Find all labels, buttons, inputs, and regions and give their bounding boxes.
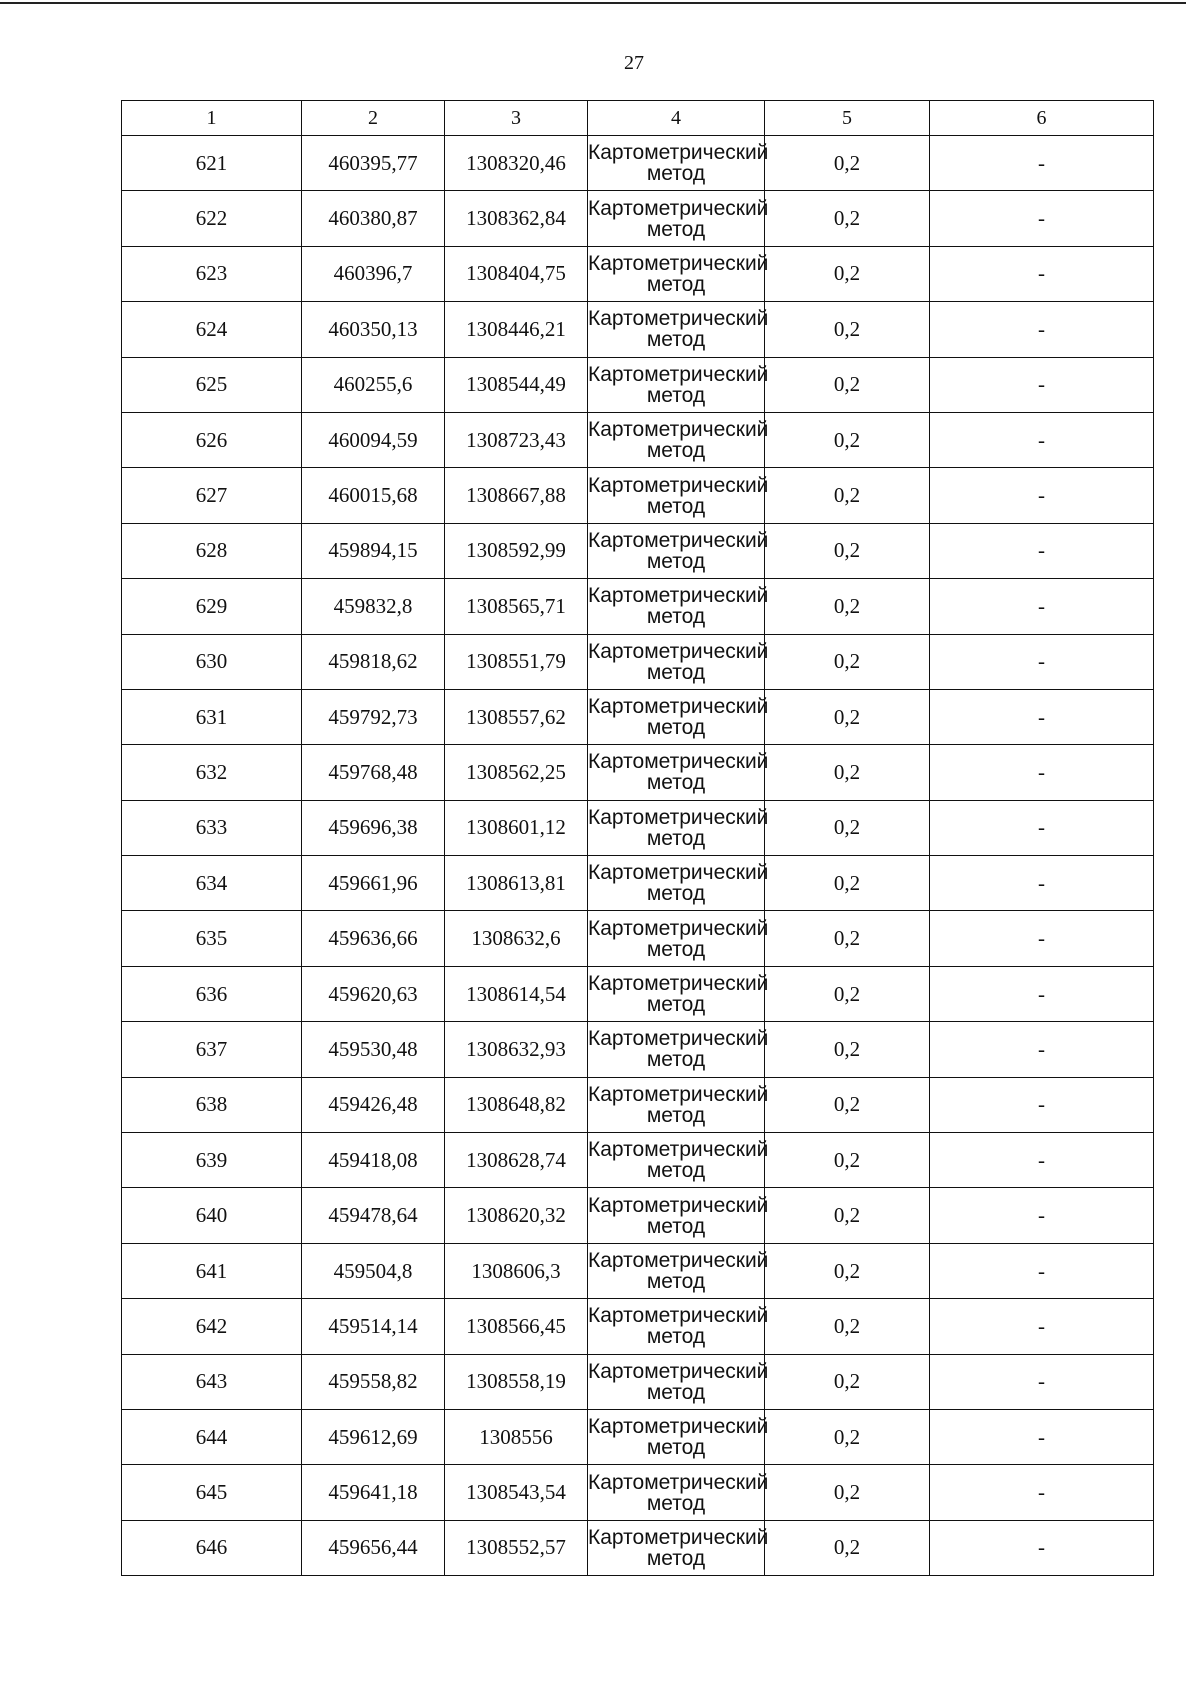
point-number-cell: 641 [122, 1243, 302, 1298]
note-cell: - [930, 246, 1154, 301]
y-coordinate-cell: 1308566,45 [445, 1299, 588, 1354]
method-line-2: метод [646, 882, 706, 906]
accuracy-cell: 0,2 [765, 689, 930, 744]
accuracy-cell: 0,2 [765, 745, 930, 800]
method-cell [588, 246, 769, 301]
method-line-1: Картометрический [588, 1138, 769, 1162]
method-line-1: Картометрический [588, 1082, 769, 1106]
y-coordinate-cell: 1308628,74 [445, 1133, 588, 1188]
note-cell: - [930, 966, 1154, 1021]
method-line-2: метод [646, 1048, 706, 1072]
point-number-cell: 643 [122, 1354, 302, 1409]
method-line-2: метод [646, 605, 706, 629]
method-line-2: метод [646, 771, 706, 795]
y-coordinate-cell: 1308620,32 [445, 1188, 588, 1243]
point-number-cell: 638 [122, 1077, 302, 1132]
accuracy-cell: 0,2 [765, 966, 930, 1021]
method-line-2: метод [646, 1380, 706, 1404]
note-cell: - [930, 1299, 1154, 1354]
note-cell: - [930, 302, 1154, 357]
point-number-cell: 645 [122, 1465, 302, 1520]
method-cell [588, 1243, 769, 1298]
x-coordinate-cell: 459661,96 [302, 856, 445, 911]
table-row [122, 468, 1154, 523]
method-cell [588, 412, 769, 467]
x-coordinate-cell: 459894,15 [302, 523, 445, 578]
method-line-1: Картометрический [588, 639, 769, 663]
y-coordinate-cell: 1308562,25 [445, 745, 588, 800]
accuracy-cell: 0,2 [765, 634, 930, 689]
method-line-1: Картометрический [588, 1359, 769, 1383]
note-cell: - [930, 1520, 1154, 1575]
table-row [122, 1022, 1154, 1077]
point-number-cell: 628 [122, 523, 302, 578]
note-cell: - [930, 1077, 1154, 1132]
method-cell [588, 468, 769, 523]
method-line-1: Картометрический [588, 805, 769, 829]
method-line-1: Картометрический [588, 1193, 769, 1217]
column-header-2: 2 [302, 101, 445, 136]
note-cell: - [930, 412, 1154, 467]
point-number-cell: 646 [122, 1520, 302, 1575]
method-cell [588, 689, 769, 744]
method-line-1: Картометрический [588, 750, 769, 774]
x-coordinate-cell: 459504,8 [302, 1243, 445, 1298]
accuracy-cell: 0,2 [765, 1077, 930, 1132]
y-coordinate-cell: 1308551,79 [445, 634, 588, 689]
method-line-1: Картометрический [588, 473, 769, 497]
method-line-1: Картометрический [588, 1304, 769, 1328]
accuracy-cell: 0,2 [765, 579, 930, 634]
method-line-2: метод [646, 549, 706, 573]
y-coordinate-cell: 1308606,3 [445, 1243, 588, 1298]
method-line-2: метод [646, 1214, 706, 1238]
method-cell [588, 1133, 769, 1188]
table-row [122, 689, 1154, 744]
method-cell [588, 357, 769, 412]
y-coordinate-cell: 1308667,88 [445, 468, 588, 523]
x-coordinate-cell: 459426,48 [302, 1077, 445, 1132]
method-line-1: Картометрический [588, 916, 769, 940]
x-coordinate-cell: 459792,73 [302, 689, 445, 744]
method-cell [588, 966, 769, 1021]
accuracy-cell: 0,2 [765, 856, 930, 911]
point-number-cell: 626 [122, 412, 302, 467]
table-row [122, 800, 1154, 855]
note-cell: - [930, 1465, 1154, 1520]
method-cell [588, 579, 769, 634]
method-line-2: метод [646, 383, 706, 407]
method-cell [588, 745, 769, 800]
accuracy-cell: 0,2 [765, 1022, 930, 1077]
method-cell [588, 634, 769, 689]
accuracy-cell: 0,2 [765, 302, 930, 357]
method-cell [588, 1022, 769, 1077]
method-cell [588, 302, 769, 357]
x-coordinate-cell: 459636,66 [302, 911, 445, 966]
accuracy-cell: 0,2 [765, 911, 930, 966]
page-number: 27 [624, 52, 644, 74]
point-number-cell: 634 [122, 856, 302, 911]
note-cell: - [930, 1243, 1154, 1298]
table-row [122, 579, 1154, 634]
x-coordinate-cell: 459514,14 [302, 1299, 445, 1354]
y-coordinate-cell: 1308404,75 [445, 246, 588, 301]
method-line-1: Картометрический [588, 418, 769, 442]
method-cell [588, 911, 769, 966]
method-cell [588, 1299, 769, 1354]
method-line-1: Картометрический [588, 251, 769, 275]
column-header-5: 5 [765, 101, 930, 136]
method-line-2: метод [646, 1491, 706, 1515]
method-line-1: Картометрический [588, 141, 769, 165]
table-row [122, 1520, 1154, 1575]
table-row [122, 1354, 1154, 1409]
y-coordinate-cell: 1308592,99 [445, 523, 588, 578]
accuracy-cell: 0,2 [765, 1354, 930, 1409]
method-line-2: метод [646, 660, 706, 684]
x-coordinate-cell: 459418,08 [302, 1133, 445, 1188]
method-cell [588, 800, 769, 855]
point-number-cell: 632 [122, 745, 302, 800]
accuracy-cell: 0,2 [765, 800, 930, 855]
point-number-cell: 639 [122, 1133, 302, 1188]
y-coordinate-cell: 1308601,12 [445, 800, 588, 855]
note-cell: - [930, 468, 1154, 523]
note-cell: - [930, 191, 1154, 246]
table-row [122, 966, 1154, 1021]
method-cell [588, 1409, 769, 1464]
point-number-cell: 627 [122, 468, 302, 523]
x-coordinate-cell: 459641,18 [302, 1465, 445, 1520]
point-number-cell: 637 [122, 1022, 302, 1077]
note-cell: - [930, 745, 1154, 800]
accuracy-cell: 0,2 [765, 412, 930, 467]
method-line-2: метод [646, 1270, 706, 1293]
method-line-2: метод [646, 494, 706, 518]
method-line-1: Картометрический [588, 584, 769, 608]
point-number-cell: 623 [122, 246, 302, 301]
accuracy-cell: 0,2 [765, 1188, 930, 1243]
note-cell: - [930, 523, 1154, 578]
method-line-1: Картометрический [588, 1415, 769, 1439]
method-line-2: метод [646, 937, 706, 961]
column-header-1: 1 [122, 101, 302, 136]
note-cell: - [930, 136, 1154, 191]
table-row [122, 1133, 1154, 1188]
table-row [122, 1299, 1154, 1354]
method-line-1: Картометрический [588, 196, 769, 220]
method-line-1: Картометрический [588, 861, 769, 885]
point-number-cell: 644 [122, 1409, 302, 1464]
note-cell: - [930, 1188, 1154, 1243]
accuracy-cell: 0,2 [765, 468, 930, 523]
y-coordinate-cell: 1308565,71 [445, 579, 588, 634]
point-number-cell: 621 [122, 136, 302, 191]
method-line-2: метод [646, 1103, 706, 1127]
point-number-cell: 629 [122, 579, 302, 634]
note-cell: - [930, 1354, 1154, 1409]
method-line-1: Картометрический [588, 972, 769, 996]
x-coordinate-cell: 460255,6 [302, 357, 445, 412]
y-coordinate-cell: 1308558,19 [445, 1354, 588, 1409]
method-line-2: метод [646, 162, 706, 186]
y-coordinate-cell: 1308320,46 [445, 136, 588, 191]
point-number-cell: 631 [122, 689, 302, 744]
x-coordinate-cell: 459612,69 [302, 1409, 445, 1464]
table-row [122, 246, 1154, 301]
method-line-2: метод [646, 1159, 706, 1183]
note-cell: - [930, 1133, 1154, 1188]
point-number-cell: 633 [122, 800, 302, 855]
method-line-2: метод [646, 1546, 706, 1570]
x-coordinate-cell: 459478,64 [302, 1188, 445, 1243]
method-line-1: Картометрический [588, 1470, 769, 1494]
x-coordinate-cell: 459620,63 [302, 966, 445, 1021]
y-coordinate-cell: 1308556 [445, 1409, 588, 1464]
x-coordinate-cell: 459558,82 [302, 1354, 445, 1409]
y-coordinate-cell: 1308362,84 [445, 191, 588, 246]
table-row [122, 1409, 1154, 1464]
method-cell [588, 1520, 769, 1575]
column-header-4: 4 [588, 101, 765, 136]
header-row [122, 101, 1154, 136]
method-cell [588, 1354, 769, 1409]
point-number-cell: 635 [122, 911, 302, 966]
method-cell [588, 1465, 769, 1520]
y-coordinate-cell: 1308613,81 [445, 856, 588, 911]
coordinates-table [121, 100, 1154, 1576]
method-line-2: метод [646, 1325, 706, 1349]
y-coordinate-cell: 1308446,21 [445, 302, 588, 357]
y-coordinate-cell: 1308632,93 [445, 1022, 588, 1077]
method-line-2: метод [646, 328, 706, 352]
method-line-1: Картометрический [588, 528, 769, 552]
x-coordinate-cell: 460350,13 [302, 302, 445, 357]
x-coordinate-cell: 460396,7 [302, 246, 445, 301]
method-line-1: Картометрический [588, 362, 769, 386]
y-coordinate-cell: 1308648,82 [445, 1077, 588, 1132]
point-number-cell: 642 [122, 1299, 302, 1354]
table-row [122, 412, 1154, 467]
x-coordinate-cell: 460094,59 [302, 412, 445, 467]
method-line-2: метод [646, 272, 706, 296]
y-coordinate-cell: 1308632,6 [445, 911, 588, 966]
y-coordinate-cell: 1308543,54 [445, 1465, 588, 1520]
y-coordinate-cell: 1308723,43 [445, 412, 588, 467]
table-row [122, 911, 1154, 966]
x-coordinate-cell: 459832,8 [302, 579, 445, 634]
accuracy-cell: 0,2 [765, 246, 930, 301]
y-coordinate-cell: 1308557,62 [445, 689, 588, 744]
accuracy-cell: 0,2 [765, 1465, 930, 1520]
table-row [122, 634, 1154, 689]
x-coordinate-cell: 459696,38 [302, 800, 445, 855]
method-line-2: метод [646, 439, 706, 463]
note-cell: - [930, 689, 1154, 744]
table-row [122, 523, 1154, 578]
method-cell [588, 136, 769, 191]
method-cell [588, 1188, 769, 1243]
table-row [122, 302, 1154, 357]
x-coordinate-cell: 459818,62 [302, 634, 445, 689]
point-number-cell: 625 [122, 357, 302, 412]
note-cell: - [930, 800, 1154, 855]
accuracy-cell: 0,2 [765, 1243, 930, 1298]
note-cell: - [930, 1022, 1154, 1077]
accuracy-cell: 0,2 [765, 1409, 930, 1464]
note-cell: - [930, 911, 1154, 966]
method-line-1: Картометрический [588, 307, 769, 331]
x-coordinate-cell: 459768,48 [302, 745, 445, 800]
x-coordinate-cell: 460015,68 [302, 468, 445, 523]
accuracy-cell: 0,2 [765, 1133, 930, 1188]
method-line-1: Картометрический [588, 1525, 769, 1549]
y-coordinate-cell: 1308614,54 [445, 966, 588, 1021]
method-cell [588, 191, 769, 246]
note-cell: - [930, 856, 1154, 911]
point-number-cell: 640 [122, 1188, 302, 1243]
accuracy-cell: 0,2 [765, 523, 930, 578]
y-coordinate-cell: 1308544,49 [445, 357, 588, 412]
point-number-cell: 624 [122, 302, 302, 357]
point-number-cell: 630 [122, 634, 302, 689]
accuracy-cell: 0,2 [765, 136, 930, 191]
column-header-6: 6 [930, 101, 1154, 136]
table-row [122, 357, 1154, 412]
method-cell [588, 523, 769, 578]
method-cell [588, 1077, 769, 1132]
table-row [122, 1465, 1154, 1520]
note-cell: - [930, 357, 1154, 412]
table-row [122, 1077, 1154, 1132]
method-cell [588, 856, 769, 911]
table-row [122, 856, 1154, 911]
method-line-2: метод [646, 217, 706, 241]
method-line-1: Картометрический [588, 695, 769, 719]
accuracy-cell: 0,2 [765, 1299, 930, 1354]
y-coordinate-cell: 1308552,57 [445, 1520, 588, 1575]
table-row [122, 1243, 1154, 1298]
method-line-2: метод [646, 826, 706, 850]
table-row [122, 136, 1154, 191]
method-line-2: метод [646, 1436, 706, 1460]
method-line-2: метод [646, 993, 706, 1017]
x-coordinate-cell: 459530,48 [302, 1022, 445, 1077]
table-row [122, 745, 1154, 800]
accuracy-cell: 0,2 [765, 1520, 930, 1575]
table-row [122, 191, 1154, 246]
accuracy-cell: 0,2 [765, 357, 930, 412]
table-row [122, 1188, 1154, 1243]
note-cell: - [930, 579, 1154, 634]
accuracy-cell: 0,2 [765, 191, 930, 246]
x-coordinate-cell: 459656,44 [302, 1520, 445, 1575]
method-line-1: Картометрический [588, 1027, 769, 1051]
x-coordinate-cell: 460395,77 [302, 136, 445, 191]
note-cell: - [930, 634, 1154, 689]
top-rule [0, 2, 1186, 4]
point-number-cell: 636 [122, 966, 302, 1021]
point-number-cell: 622 [122, 191, 302, 246]
method-line-1: Картометрический [588, 1249, 769, 1272]
column-header-3: 3 [445, 101, 588, 136]
method-line-2: метод [646, 716, 706, 740]
note-cell: - [930, 1409, 1154, 1464]
x-coordinate-cell: 460380,87 [302, 191, 445, 246]
